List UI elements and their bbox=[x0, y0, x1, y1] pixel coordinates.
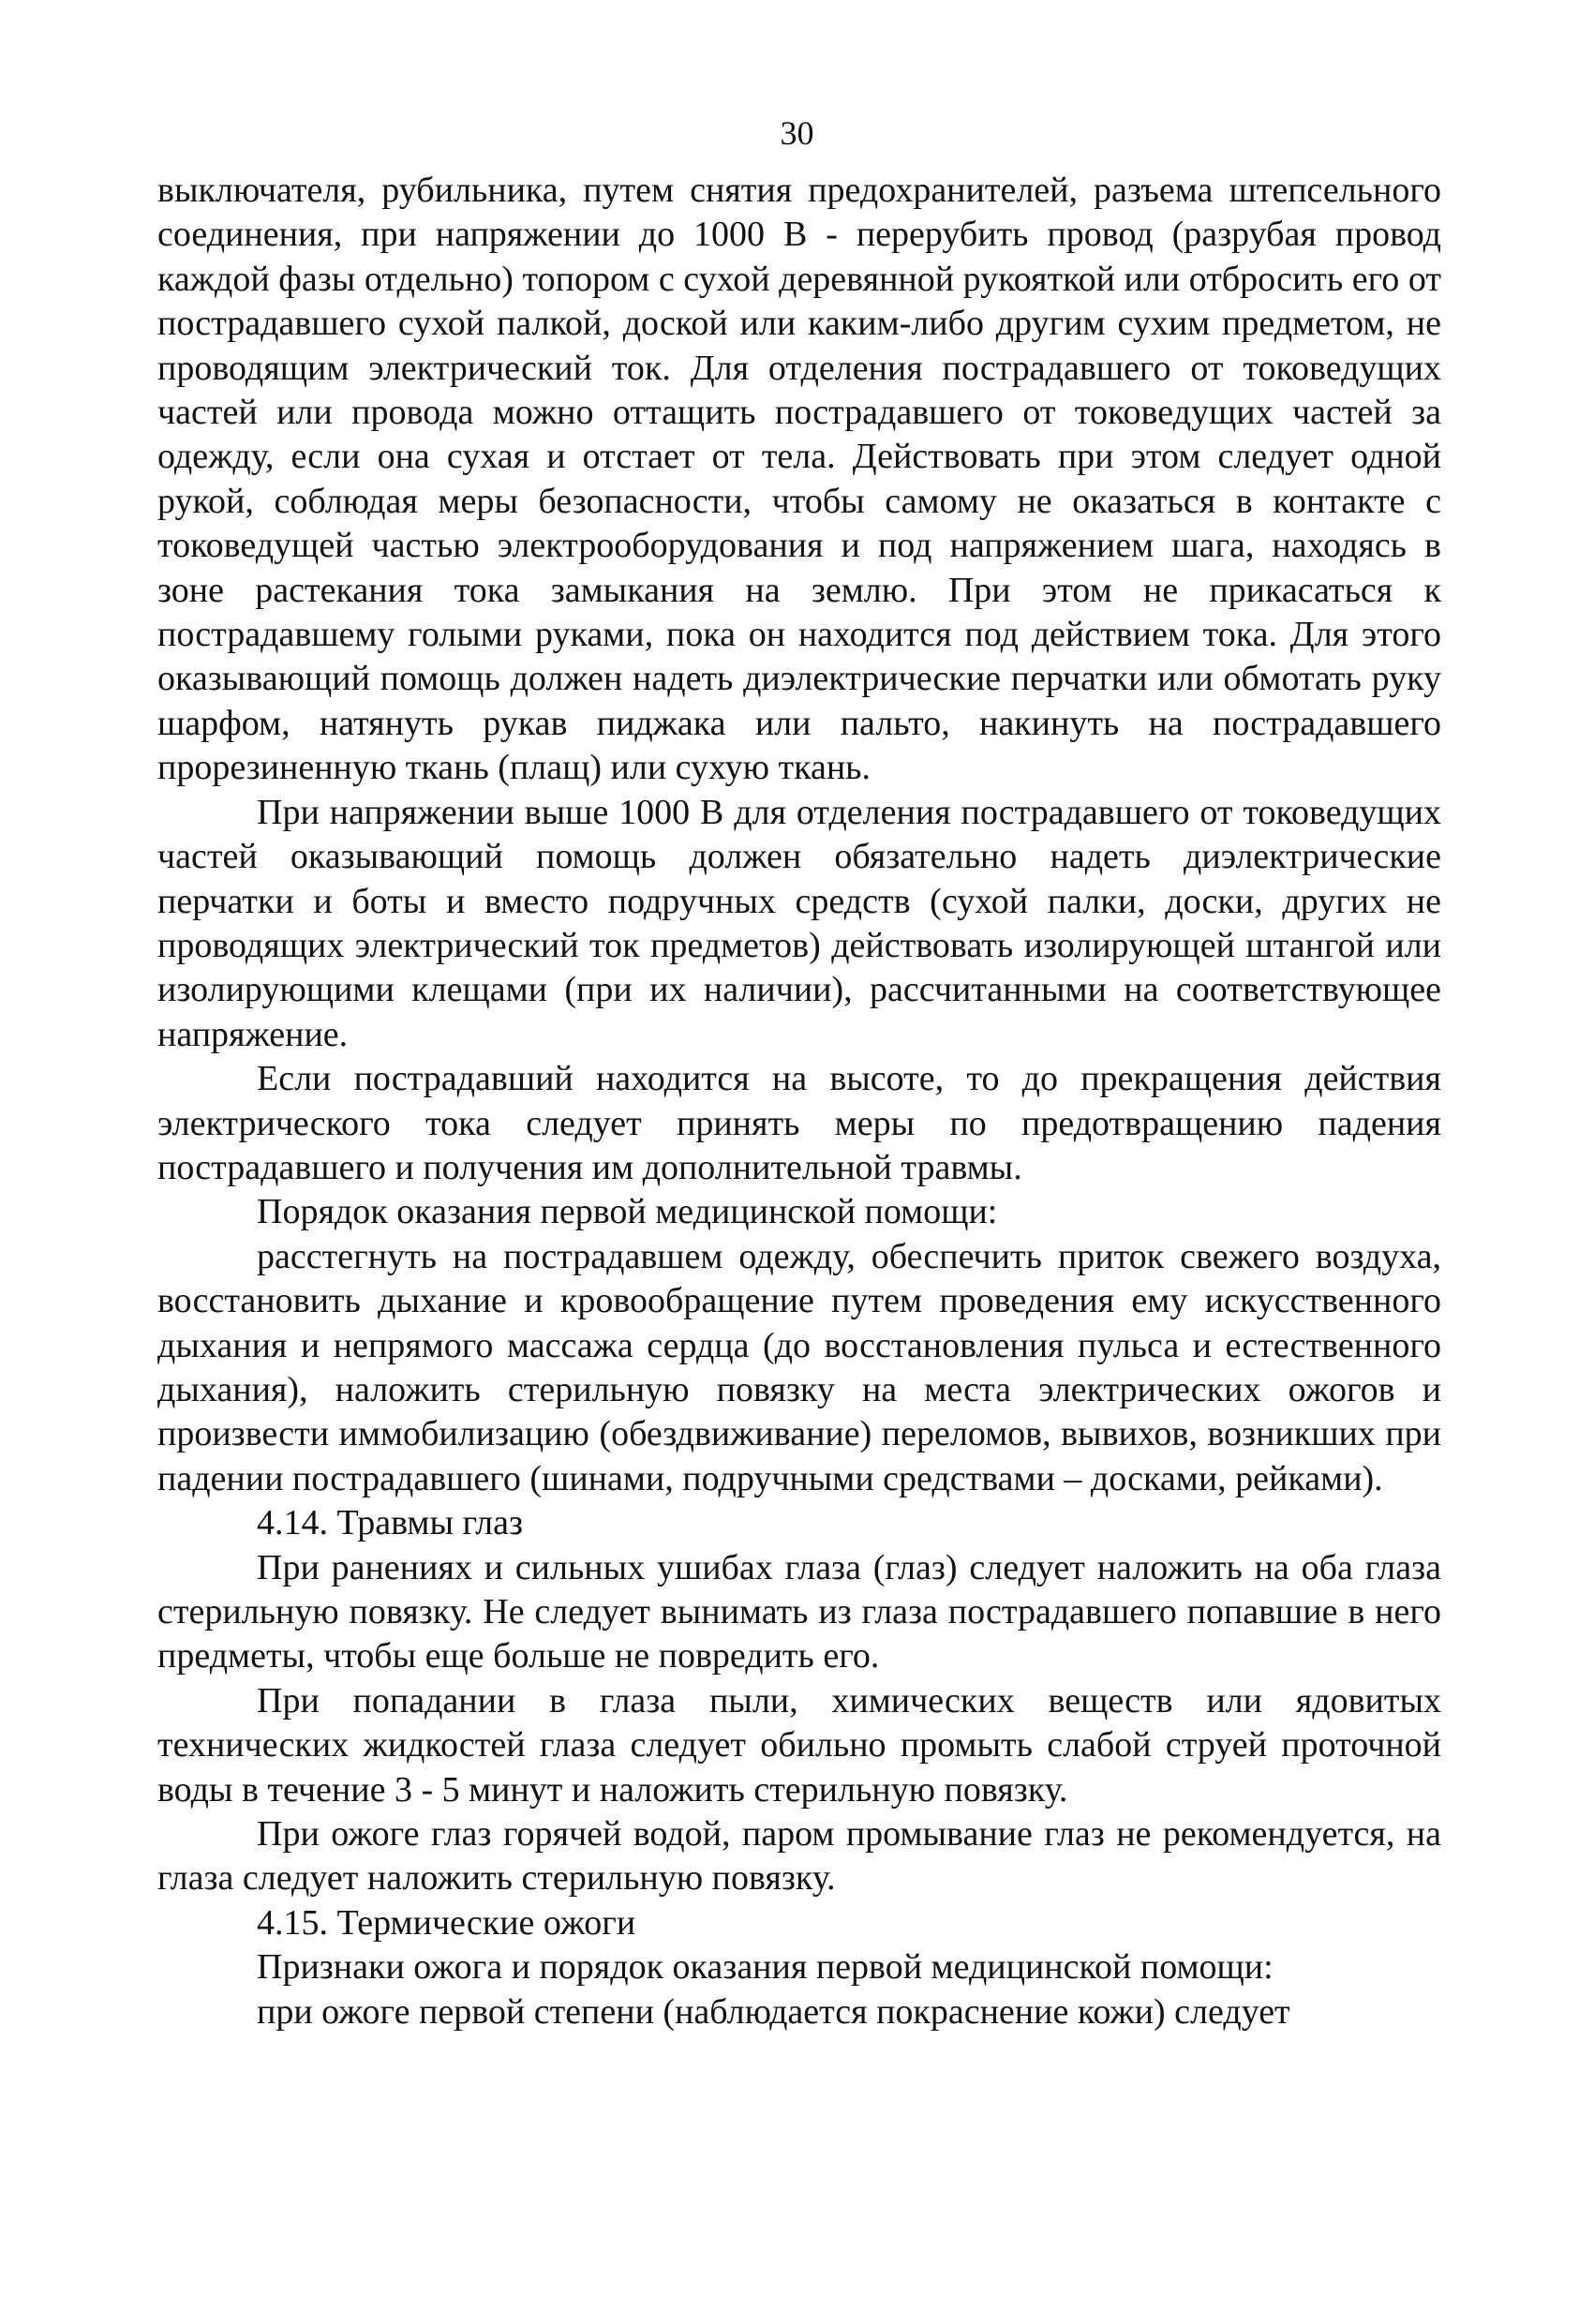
section-heading-eye-injuries: 4.14. Травмы глаз bbox=[257, 1503, 523, 1543]
paragraph-eye-wounds: При ранениях и сильных ушибах глаза (глаз) следует наложить на оба глаза стерильную повязку. Не следует вынимать из глаза пострадавшего попавшие в него предметы, чтобы еще больше не повредить его. bbox=[157, 1547, 1441, 1676]
paragraph-first-degree-burn: при ожоге первой степени (наблюдается покраснение кожи) следует bbox=[257, 1991, 1290, 2032]
paragraph-first-aid-steps: расстегнуть на пострадавшем одежду, обеспечить приток свежего воздуха, восстановить дыхание и кровообращение путем проведения ему искусственного дыхания и непрямого массажа сердца (до восстановления пульса и естественного дыхания), наложить стерильную повязку на места электрических ожогов и произвести иммобилизацию (обездвиживание) переломов, вывихов, возникших при падении пострадавшего (шинами, подручными средствами – досками, рейками). bbox=[157, 1236, 1441, 1498]
paragraph-isolation-methods: выключателя, рубильника, путем снятия предохранителей, разъема штепсельного соединения, при напряжении до 1000 В - перерубить провод (разрубая провод каждой фазы отдельно) топором с сухой деревянной рукояткой или отбросить его от пострадавшего сухой палкой, доской или каким-либо другим сухим предметом, не проводящим электрический ток. Для отделения пострадавшего от токоведущих частей или провода можно оттащить пострадавшего от токоведущих частей за одежду, если она сухая и отстает от тела. Действовать при этом следует одной рукой, соблюдая меры безопасности, чтобы самому не оказаться в контакте с токоведущей частью электрооборудования и под напряжением шага, находясь в зоне растекания тока замыкания на землю. При этом не прикасаться к пострадавшему голыми руками, пока он находится под действием тока. Для этого оказывающий помощь должен надеть диэлектрические перчатки или обмотать руку шарфом, натянуть рукав пиджака или пальто, накинуть на пострадавшего прорезиненную ткань (плащ) или сухую ткань. bbox=[157, 171, 1441, 788]
paragraph-at-height: Если пострадавший находится на высоте, то до прекращения действия электрического тока следует принять меры по предотвращению падения пострадавшего и получения им дополнительной травмы. bbox=[157, 1059, 1441, 1187]
paragraph-burn-signs: Признаки ожога и порядок оказания первой медицинской помощи: bbox=[257, 1947, 1274, 1988]
paragraph-high-voltage: При напряжении выше 1000 В для отделения пострадавшего от токоведущих частей оказывающий помощь должен обязательно надеть диэлектрические перчатки и боты и вместо подручных средств (сухой палки, доски, других не проводящих электрический ток предметов) действовать изолирующей штангой или изолирующими клещами (при их наличии), рассчитанными на соответствующее напряжение. bbox=[157, 792, 1441, 1054]
paragraph-first-aid-order: Порядок оказания первой медицинской помощи: bbox=[257, 1192, 998, 1232]
page-number: 30 bbox=[780, 114, 814, 152]
paragraph-eye-burns: При ожоге глаз горячей водой, паром промывание глаз не рекомендуется, на глаза следует наложить стерильную повязку. bbox=[157, 1814, 1441, 1899]
document-body bbox=[157, 169, 1441, 2034]
paragraph-eye-chemicals: При попадании в глаза пыли, химических веществ или ядовитых технических жидкостей глаза следует обильно промыть слабой струей проточной воды в течение 3 - 5 минут и наложить стерильную повязку. bbox=[157, 1680, 1441, 1810]
section-heading-thermal-burns: 4.15. Термические ожоги bbox=[257, 1902, 636, 1943]
